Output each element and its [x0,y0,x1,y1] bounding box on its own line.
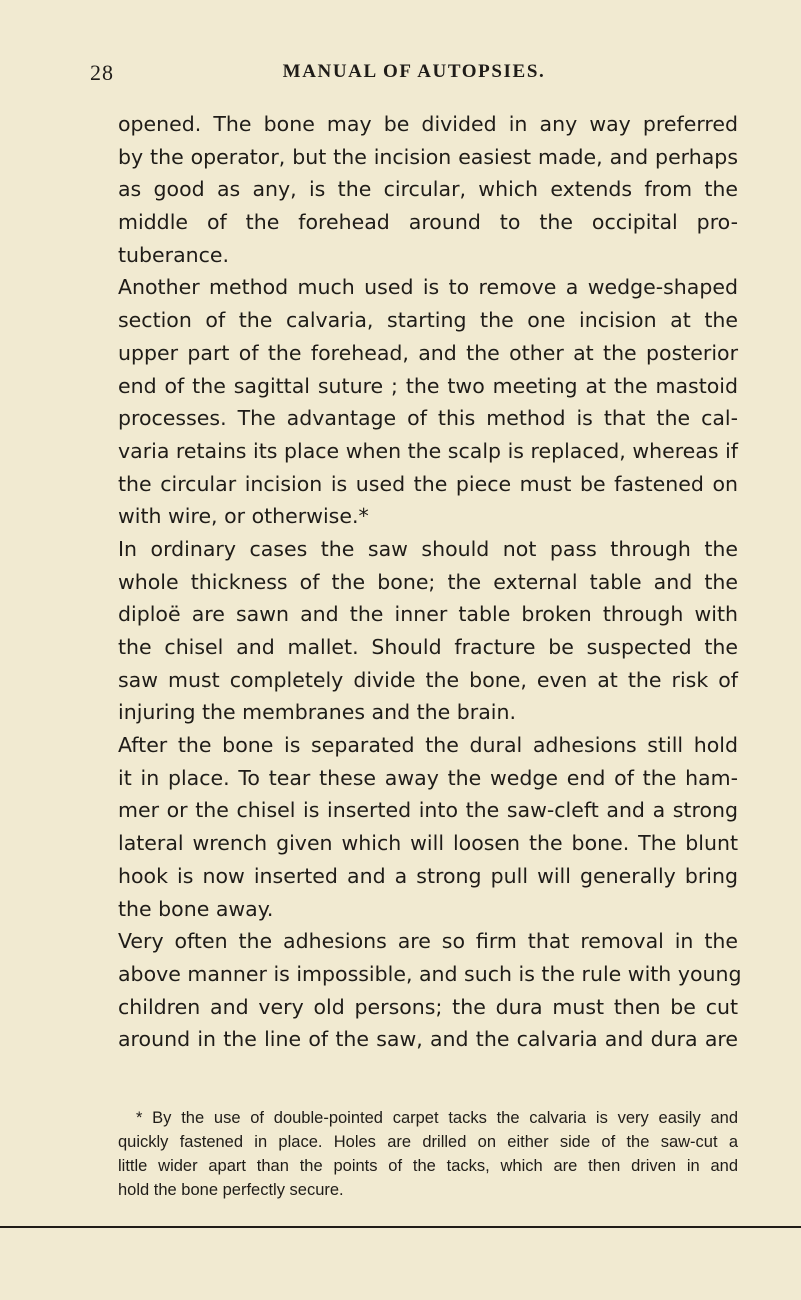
text-line: After the bone is separated the dural adhesions still hold [118,733,738,758]
text-line: tuberance. [118,242,230,267]
text-line: the circular incision is used the piece must be fastened on [118,471,738,496]
footnote-line: hold the bone perfectly secure. [118,1181,344,1199]
text-line: by the operator, but the incision easiest made, and perhaps [118,144,738,169]
text-line: lateral wrench given which will loosen the bone. The blunt [118,831,738,856]
text-line: Another method much used is to remove a wedge-shaped [118,275,738,300]
text-line: end of the sagittal suture ; the two meeting at the mastoid [118,373,738,398]
text-line: varia retains its place when the scalp is replaced, whereas if [118,438,738,463]
text-line: the bone away. [118,896,274,921]
text-line: with wire, or otherwise.* [118,504,369,529]
text-line: saw must completely divide the bone, even at the risk of [118,667,738,692]
footnote [118,1106,738,1202]
text-line: upper part of the forehead, and the other at the posterior [118,340,738,365]
running-title: MANUAL OF AUTOPSIES. [282,61,546,82]
text-line: processes. The advantage of this method is that the cal- [118,406,738,431]
text-line: the chisel and mallet. Should fracture be suspected the [118,635,738,659]
page-number: 28 [90,60,114,85]
body-text [118,108,742,1056]
footnote-line: * By the use of double-pointed carpet tacks the calvaria is very easily and [136,1109,738,1127]
footnote-line: quickly fastened in place. Holes are drilled on either side of the saw-cut a [118,1133,738,1151]
text-line: section of the calvaria, starting the one incision at the [118,308,738,333]
text-line: above manner is impossible, and such is the rule with young [118,961,742,986]
text-line: around in the line of the saw, and the calvaria and dura are [118,1027,738,1052]
text-line: In ordinary cases the saw should not pass through the [118,536,738,561]
text-line: children and very old persons; the dura must then be cut [118,994,738,1019]
bottom-rule [0,1226,801,1228]
text-line: mer or the chisel is inserted into the saw-cleft and a strong [118,798,738,823]
text-line: diploë are sawn and the inner table broken through with [118,602,738,627]
text-line: hook is now inserted and a strong pull will generally bring [118,863,738,888]
text-line: as good as any, is the circular, which extends from the [118,177,738,202]
text-line: opened. The bone may be divided in any way preferred [118,112,738,136]
running-head [90,60,738,88]
text-line: whole thickness of the bone; the external table and the [118,569,738,594]
text-line: it in place. To tear these away the wedge end of the ham- [118,765,738,790]
footnote-line: little wider apart than the points of the tacks, which are then driven in and [118,1157,738,1175]
text-line: middle of the forehead around to the occipital pro- [118,210,738,235]
text-line: Very often the adhesions are so firm that removal in the [118,929,738,954]
text-line: injuring the membranes and the brain. [118,700,516,725]
